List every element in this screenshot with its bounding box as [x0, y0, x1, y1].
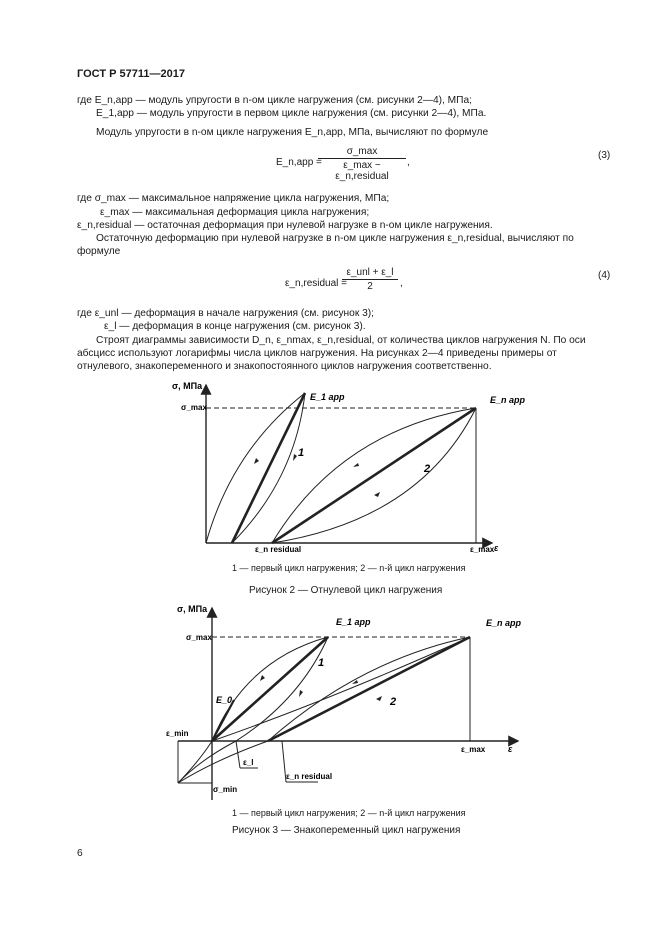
fig3-en-label: E_n app	[486, 618, 522, 628]
fig3-arrow-d	[376, 696, 382, 701]
eq4-number: (4)	[598, 270, 611, 281]
fig3-legend: 1 — первый цикл нагружения; 2 — n-й цикл нагружения	[232, 808, 466, 818]
eq3-number: (3)	[598, 150, 611, 161]
definition-eps-max: ε_max — максимальная деформация цикла нагружения;	[100, 207, 370, 218]
fig3-eps-min-label: ε_min	[166, 729, 189, 738]
paragraph-residual-line1: Остаточную деформацию при нулевой нагрузке в n-ом цикле нагружения ε_n,residual, вычисляют по	[96, 233, 574, 244]
fig2-caption: Рисунок 2 — Отнулевой цикл нагружения	[249, 585, 443, 596]
fig2-e1-label: E_1 app	[310, 392, 345, 402]
eq4-lhs: ε_n,residual =	[285, 278, 347, 289]
fig3-x-label: ε	[508, 744, 513, 754]
fig3-y-label: σ, МПа	[177, 604, 208, 614]
fig2-legend: 1 — первый цикл нагружения; 2 — n-й цикл нагружения	[232, 563, 466, 573]
fig3-e0-label: E_0	[216, 695, 233, 705]
eq3-lhs: E_n,app =	[276, 157, 322, 168]
fig2-en-label: E_n app	[490, 395, 526, 405]
fig3-arrow-b	[299, 690, 303, 697]
fig2-x-label: ε	[494, 543, 499, 553]
fig3-sigma-max-label: σ_max	[186, 633, 212, 642]
fig2-sigma-max-label: σ_max	[181, 403, 207, 412]
paragraph-diagrams-line2: абсцисс используют логарифмы числа циклов нагружения. На рисунках 2—4 приведены примеры от	[77, 348, 557, 359]
fig3-eps-max-label: ε_max	[461, 745, 486, 754]
eq3-numerator: σ_max	[346, 146, 378, 157]
definition-eps-residual: ε_n,residual — остаточная деформация при нулевой нагрузке в n-ом цикле нагружения.	[77, 220, 493, 231]
fig3-secant1	[212, 637, 328, 741]
fig3-curve2-neg	[178, 741, 268, 783]
definition-e-n-app: где E_n,app — модуль упругости в n-ом цикле нагружения (см. рисунки 2—4), МПа;	[77, 95, 472, 106]
page-number: 6	[77, 848, 83, 859]
paragraph-diagrams-line1: Строят диаграммы зависимости D_n, ε_nmax, ε_n,residual, от количества циклов нагружения N. По оси	[96, 335, 586, 346]
fig3-eps-l-pointer	[236, 741, 240, 768]
fig3-arrow-a	[260, 675, 265, 681]
document-header: ГОСТ Р 57711—2017	[77, 68, 185, 80]
fig3-curve2-label: 2	[390, 696, 397, 708]
fig3-e1-label: E_1 app	[336, 617, 371, 627]
fig2-eps-res-label: ε_n residual	[255, 545, 302, 554]
definition-eps-unl: где ε_unl — деформация в начале нагружения (см. рисунок 3);	[77, 308, 375, 319]
eq4-numerator: ε_unl + ε_l	[346, 267, 394, 278]
fig2-eps-max-label: ε_max	[470, 545, 495, 554]
definition-e-1-app: E_1,app — модуль упругости в первом цикле нагружения (см. рисунки 2—4), МПа.	[96, 108, 487, 119]
paragraph-diagrams-line3: отнулевого, знакопеременного и знакопостоянного циклов нагружения соответственно.	[77, 361, 492, 372]
fig3-curve1-neg	[178, 741, 236, 783]
fig3-curve1-unload	[236, 637, 328, 741]
paragraph-residual-line2: формуле	[77, 246, 121, 257]
fig2-curve1-label: 1	[298, 447, 305, 459]
fig3-caption: Рисунок 3 — Знакопеременный цикл нагружения	[232, 825, 461, 836]
fig3-curve1-label: 1	[318, 657, 325, 669]
fig3-curve2-unload	[212, 637, 470, 741]
definition-sigma-max: где σ_max — максимальное напряжение цикла нагружения, МПа;	[77, 193, 390, 204]
fig2-y-label: σ, МПа	[172, 381, 203, 391]
definition-eps-l: ε_l — деформация в конце нагружения (см. рисунок 3).	[104, 321, 366, 332]
fig3-eps-res-label: ε_n residual	[286, 772, 333, 781]
fig2-curve2-label: 2	[424, 463, 431, 475]
eq3-denominator: ε_max − ε_n,residual	[318, 158, 406, 182]
fig3-secant2	[268, 637, 470, 741]
paragraph-modulus: Модуль упругости в n-ом цикле нагружения E_n,app, МПа, вычисляют по формуле	[96, 127, 489, 138]
eq3-tail: ,	[407, 157, 410, 168]
fig3-eps-l-label: ε_l	[243, 758, 254, 767]
eq4-tail: ,	[400, 278, 403, 289]
fig3-sigma-min-label: σ_min	[213, 785, 238, 794]
eq4-denominator: 2	[342, 279, 398, 292]
